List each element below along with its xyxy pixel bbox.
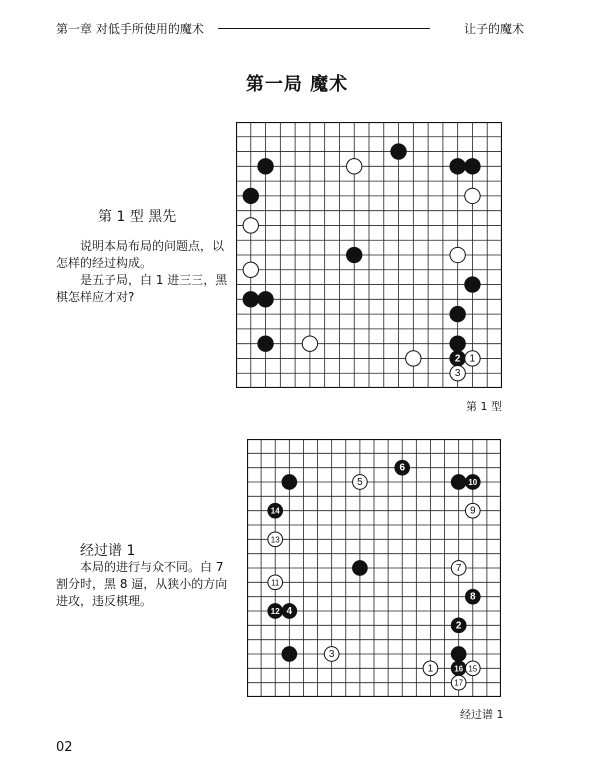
- move-number: 11: [271, 578, 280, 588]
- black-stone: [347, 247, 362, 262]
- black-stone: [451, 475, 466, 490]
- white-stone: [243, 218, 258, 233]
- black-stone: [450, 351, 465, 366]
- move-number: 6: [399, 462, 406, 474]
- page-number: 02: [56, 740, 73, 755]
- black-stone: [353, 561, 368, 576]
- white-stone: [450, 366, 465, 381]
- white-stone: [465, 661, 480, 676]
- move-number: 13: [270, 535, 280, 545]
- black-stone: [465, 589, 480, 604]
- black-stone: [282, 647, 297, 662]
- white-stone: [347, 159, 362, 174]
- white-stone: [243, 262, 258, 277]
- black-stone: [282, 475, 297, 490]
- black-stone: [450, 336, 465, 351]
- white-stone: [353, 475, 368, 490]
- move-number: 10: [468, 478, 478, 487]
- go-board-diagram-1: [236, 122, 502, 388]
- white-stone: [451, 675, 466, 690]
- black-stone: [465, 475, 480, 490]
- board2-caption: 经过谱 1: [460, 708, 504, 721]
- running-header-section: 让子的魔术: [463, 22, 524, 36]
- black-stone: [243, 292, 258, 307]
- move-number: 12: [270, 607, 280, 616]
- black-stone: [450, 159, 465, 174]
- move-number: 3: [454, 368, 461, 380]
- black-stone: [450, 306, 465, 321]
- board1-caption: 第 1 型: [466, 400, 502, 413]
- move-number: 2: [454, 353, 461, 365]
- black-stone: [243, 188, 258, 203]
- section1-paragraph-2: 是五子局，白 1 进三三，黑棋怎样应才对?: [56, 273, 228, 304]
- white-stone: [465, 351, 480, 366]
- move-number: 4: [286, 606, 293, 617]
- header-rule: [218, 28, 430, 29]
- page-title: 第一局 魔术: [245, 74, 349, 95]
- white-stone: [465, 188, 480, 203]
- move-number: 16: [454, 664, 464, 674]
- white-stone: [451, 561, 466, 576]
- section2-heading: 经过谱 1: [80, 543, 136, 559]
- black-stone: [451, 647, 466, 662]
- move-number: 1: [469, 353, 476, 365]
- section2-text: [56, 559, 228, 610]
- black-stone: [258, 292, 273, 307]
- black-stone: [465, 159, 480, 174]
- section1-text: [56, 238, 228, 306]
- white-stone: [302, 336, 317, 351]
- move-number: 15: [468, 664, 478, 674]
- move-number: 17: [454, 678, 464, 688]
- move-number: 14: [270, 506, 280, 516]
- black-stone: [258, 159, 273, 174]
- white-stone: [423, 661, 438, 676]
- move-number: 5: [357, 477, 363, 488]
- white-stone: [268, 532, 283, 547]
- move-number: 7: [455, 563, 462, 574]
- move-number: 8: [469, 591, 476, 603]
- section1-paragraph-1: 说明本局布局的问题点，以怎样的经过构成。: [56, 239, 225, 270]
- black-stone: [268, 503, 283, 518]
- move-number: 3: [328, 649, 335, 660]
- black-stone: [451, 618, 466, 633]
- black-stone: [282, 604, 297, 619]
- black-stone: [391, 144, 406, 159]
- black-stone: [258, 336, 273, 351]
- black-stone: [451, 661, 466, 676]
- section1-heading: 第 1 型 黑先: [98, 209, 177, 225]
- white-stone: [406, 351, 421, 366]
- move-number: 2: [455, 620, 462, 632]
- section2-paragraph-1: 本局的进行与众不同。白 7 割分时，黑 8 逼，从狭小的方向进攻，违反棋理。: [56, 560, 228, 608]
- move-number: 9: [469, 505, 476, 517]
- white-stone: [450, 247, 465, 262]
- white-stone: [324, 647, 339, 662]
- black-stone: [268, 604, 283, 619]
- move-number: 1: [427, 663, 434, 675]
- white-stone: [465, 503, 480, 518]
- black-stone: [465, 277, 480, 292]
- go-board-diagram-2: [247, 439, 501, 697]
- white-stone: [268, 575, 283, 590]
- black-stone: [395, 460, 410, 475]
- running-header-chapter: 第一章 对低手所使用的魔术: [56, 22, 204, 36]
